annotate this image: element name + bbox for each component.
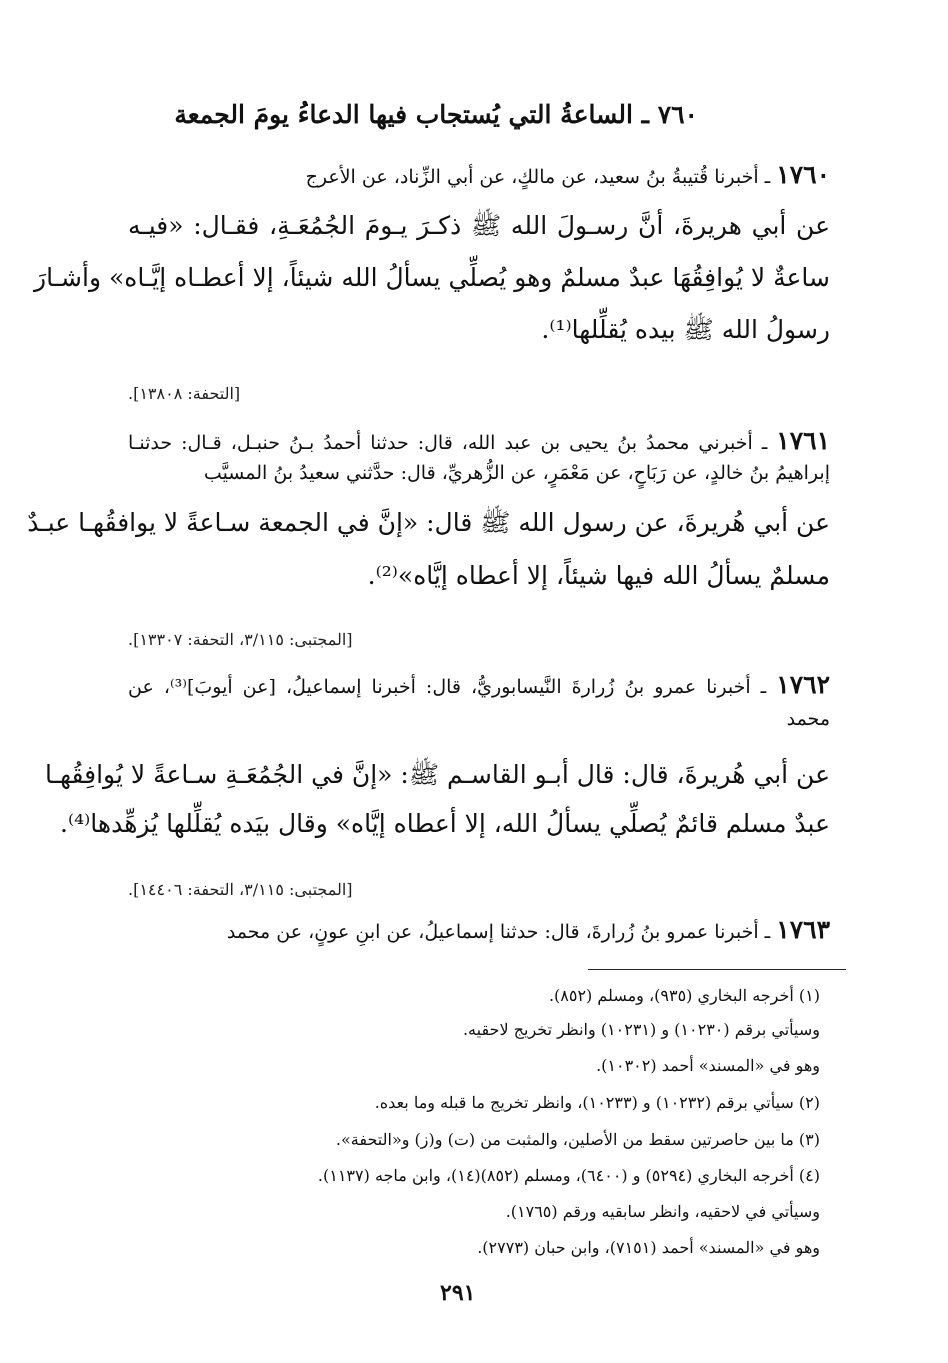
hadith-1761-matn-line-2: مسلمٌ يسألُ الله فيها شيئاً، إلا أعطاه إيَّاه»⁽²⁾. [367, 561, 830, 590]
hadith-1762-isnad-line-2: محمد [786, 708, 830, 730]
footnote-1-cont-2: وهو في «المسند» أحمد (١٠٣٠٢). [596, 1056, 820, 1075]
hadith-1762-isnad-line-1: ١٧٦٢ ـ أخبرنا عمرو بنُ زُرارةَ النَّيسابوريُّ، قال: أخبرنا إسماعيلُ، [عن أيوبَ]⁽³⁾، عن [128, 670, 831, 699]
hadith-1761-reference: [المجتبى: ٣/١١٥، التحفة: ١٣٣٠٧]. [128, 630, 353, 649]
footnote-1: (١) أخرجه البخاري (٩٣٥)، ومسلم (٨٥٢). [548, 986, 820, 1005]
hadith-1760-isnad: ١٧٦٠ ـ أخبرنا قُتيبةُ بنُ سعيد، عن مالكٍ، عن أبي الزِّناد، عن الأعرج [305, 160, 830, 189]
footnote-2: (٢) سيأتي برقم (١٠٢٣٢) و (١٠٢٣٣)، وانظر تخريج ما قبله وما بعده. [374, 1093, 820, 1112]
footnote-1-cont-1: وسيأتي برقم (١٠٢٣٠) و (١٠٢٣١) وانظر تخريج لاحقيه. [462, 1020, 820, 1039]
hadith-1760-matn-line-2: ساعةٌ لا يُوافِقُهَا عبدٌ مسلمٌ وهو يُصلِّي يسألُ الله شيئاً، إلا أعطـاه إيَّـاه» وأشـارَ [34, 263, 830, 292]
hadith-1762-reference: [المجتبى: ٣/١١٥، التحفة: ١٤٤٠٦]. [128, 880, 353, 899]
hadith-number: ١٧٦٠ [776, 160, 830, 189]
chapter-title: ٧٦٠ ـ الساعةُ التي يُستجاب فيها الدعاءُ يومَ الجمعة [174, 100, 698, 129]
page-number: ٢٩١ [440, 1280, 476, 1306]
hadith-1763-isnad: ١٧٦٣ ـ أخبرنا عمرو بنُ زُرارةَ، قال: حدثنا إسماعيلُ، عن ابنِ عونٍ، عن محمد [226, 915, 830, 944]
hadith-1762-matn-line-1: عن أبي هُريرةَ، قال: قال أبـو القاسـم ﷺ: «إنَّ في الجُمُعَـةِ سـاعةً لا يُوافِقُهـا [45, 760, 830, 789]
hadith-1761-matn-line-1: عن أبي هُريرةَ، عن رسول الله ﷺ قال: «إنَّ في الجمعة سـاعةً لا يوافقُهـا عبـدٌ [27, 508, 830, 537]
footnote-4-cont-1: وسيأتي في لاحقيه، وانظر سابقيه ورقم (١٧٦٥). [505, 1202, 820, 1221]
hadith-1761-isnad-line-1: ١٧٦١ ـ أخبرني محمدُ بنُ يحيى بن عبد الله، قال: حدثنا أحمدُ بـنُ حنبـل، قـال: حدثنـا [128, 426, 830, 455]
footnote-3: (٣) ما بين حاصرتين سقط من الأصلين، والمثبت من (ت) و(ز) و«التحفة». [335, 1130, 820, 1149]
hadith-number: ١٧٦١ [776, 426, 830, 455]
hadith-1760-reference: [التحفة: ١٣٨٠٨]. [128, 384, 241, 403]
footnote-4: (٤) أخرجه البخاري (٥٢٩٤) و (٦٤٠٠)، ومسلم (٨٥٢)(١٤)، وابن ماجه (١١٣٧). [317, 1166, 820, 1185]
footnote-separator [588, 969, 846, 970]
hadith-number: ١٧٦٢ [776, 670, 831, 699]
hadith-number: ١٧٦٣ [776, 915, 830, 944]
hadith-1762-matn-line-2: عبدٌ مسلم قائمٌ يُصلِّي يسألُ الله، إلا أعطاه إيَّاه» وقال بيَده يُقلِّلها يُزهِّدها⁽⁴⁾. [60, 809, 830, 838]
hadith-1761-isnad-line-2: إبراهيمُ بنُ خالدٍ، عن رَبَاحٍ، عن مَعْمَرٍ، عن الزُّهريِّ، قال: حدَّثني سعيدُ بنُ المسيَّب [203, 462, 830, 484]
hadith-1760-matn-line-1: عن أبي هريرةَ، أنَّ رسـولَ الله ﷺ ذكـرَ يـومَ الجُمُعَـةِ، فقـال: «فيـه [128, 211, 830, 240]
footnote-4-cont-2: وهو في «المسند» أحمد (٧١٥١)، وابن حبان (٢٧٧٣). [477, 1238, 820, 1257]
hadith-1760-matn-line-3: رسولُ الله ﷺ بيده يُقلِّلها⁽¹⁾. [541, 315, 830, 344]
